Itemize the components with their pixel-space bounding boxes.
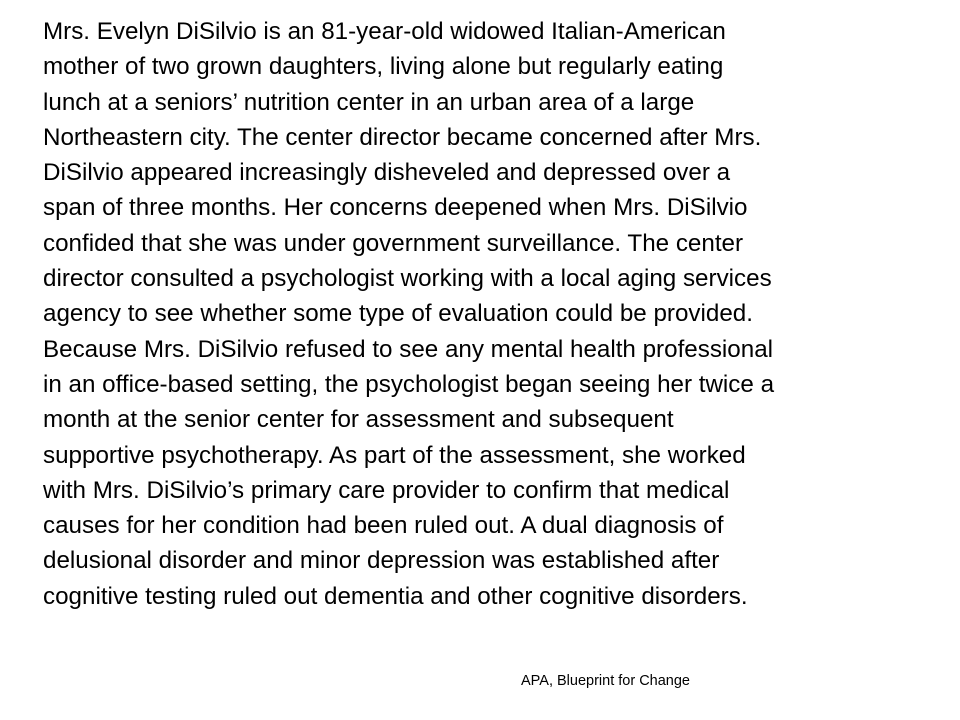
- paragraph-line-6: span of three months. Her concerns deepened when Mrs. DiSilvio: [43, 194, 748, 222]
- paragraph-line-4: Northeastern city. The center director became concerned after Mrs.: [43, 123, 762, 151]
- paragraph-line-14: with Mrs. DiSilvio’s primary care provider to confirm that medical: [43, 476, 730, 504]
- paragraph-line-17: cognitive testing ruled out dementia and other cognitive disorders.: [43, 582, 748, 610]
- paragraph-line-15: causes for her condition had been ruled out. A dual diagnosis of: [43, 512, 724, 540]
- paragraph-line-1: Mrs. Evelyn DiSilvio is an 81-year-old widowed Italian-American: [43, 18, 726, 45]
- paragraph-line-12: month at the senior center for assessment and subsequent: [43, 406, 674, 434]
- case-study-paragraph: [43, 14, 933, 614]
- paragraph-line-2: mother of two grown daughters, living alone but regularly eating: [43, 53, 724, 81]
- paragraph-line-11: in an office-based setting, the psychologist began seeing her twice a: [43, 370, 775, 398]
- paragraph-line-7: confided that she was under government surveillance. The center: [43, 229, 744, 257]
- paragraph-line-5: DiSilvio appeared increasingly disheveled and depressed over a: [43, 159, 731, 187]
- paragraph-line-16: delusional disorder and minor depression was established after: [43, 547, 720, 575]
- paragraph-line-3: lunch at a seniors’ nutrition center in an urban area of a large: [43, 88, 695, 116]
- source-citation: APA, Blueprint for Change: [521, 673, 690, 689]
- paragraph-line-9: agency to see whether some type of evaluation could be provided.: [43, 300, 753, 328]
- paragraph-line-13: supportive psychotherapy. As part of the assessment, she worked: [43, 441, 746, 469]
- paragraph-line-8: director consulted a psychologist working with a local aging services: [43, 265, 772, 293]
- paragraph-line-10: Because Mrs. DiSilvio refused to see any mental health professional: [43, 335, 774, 363]
